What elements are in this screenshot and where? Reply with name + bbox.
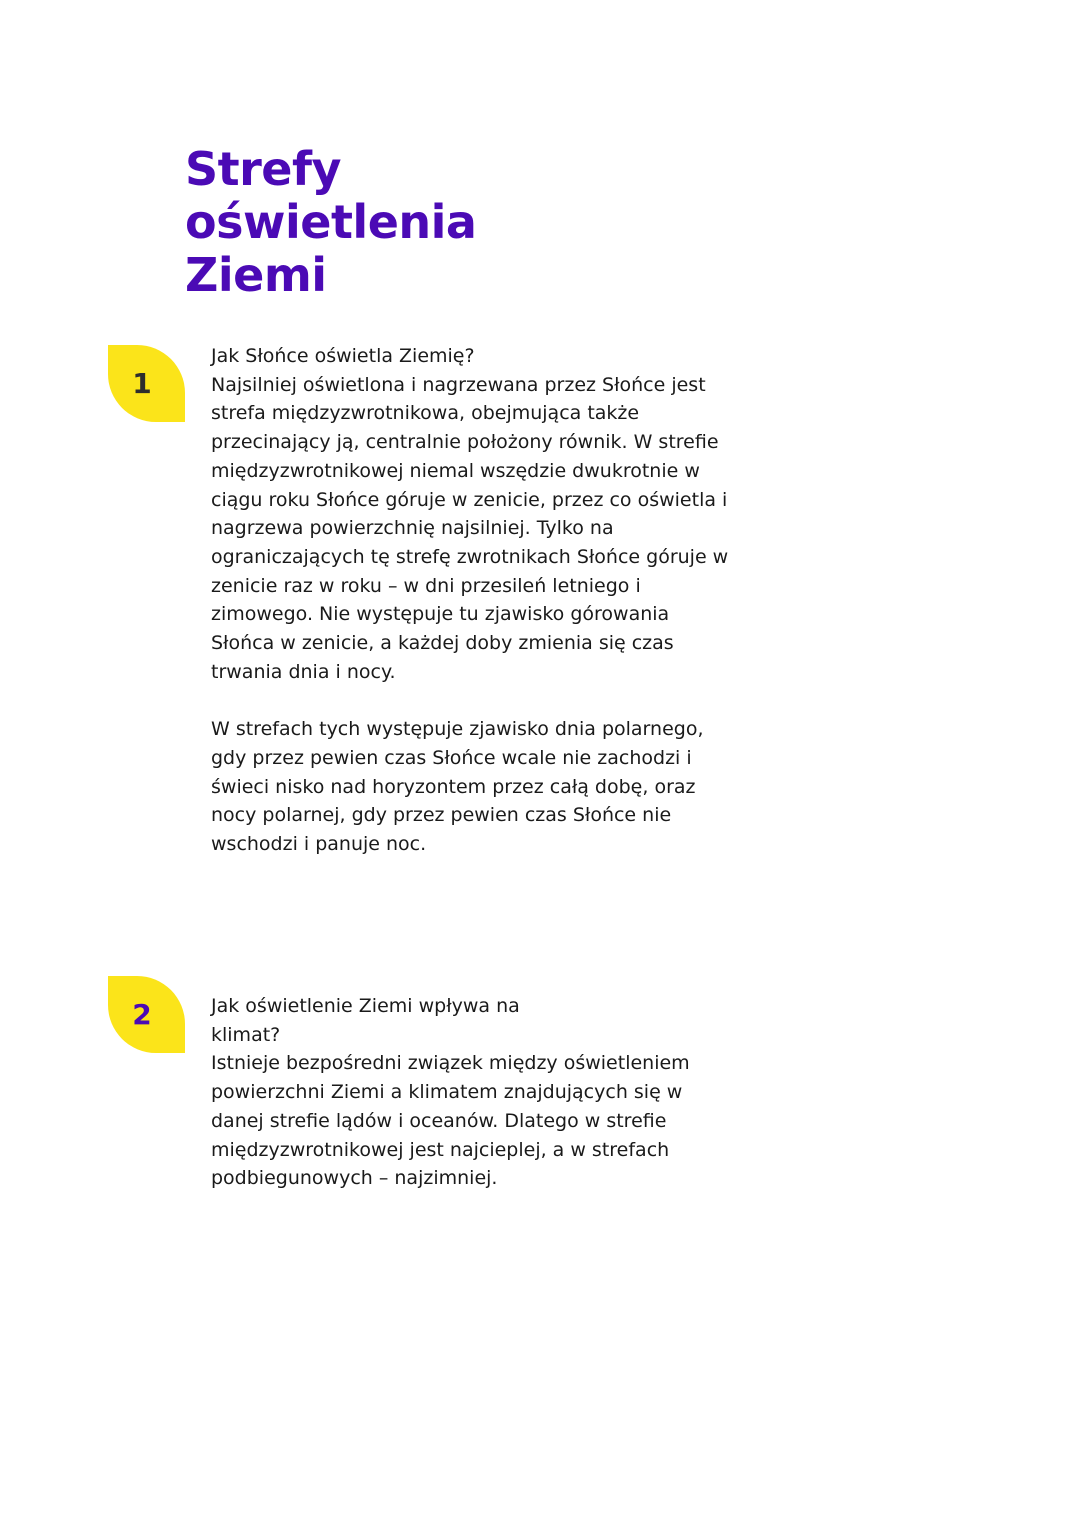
section-2-question: Jak oświetlenie Ziemi wpływa na klimat? xyxy=(211,995,520,1046)
section-1-question: Jak Słońce oświetla Ziemię? xyxy=(211,345,475,367)
section-1-number: 1 xyxy=(132,367,152,400)
title-line-3: Ziemi xyxy=(185,248,327,302)
section-1-number-badge xyxy=(108,345,185,422)
section-2-number-badge xyxy=(108,976,185,1053)
title-line-2: oświetlenia xyxy=(185,195,477,249)
section-1-paragraph-1: Najsilniej oświetlona i nagrzewana przez Słońce jest strefa międzyzwrotnikowa, obejmująca także przecinający ją, centralnie położony równik. W strefie międzyzwrotnikowej niemal wszędzie dwukrotnie w ciągu roku Słońce góruje w zenicie, przez co oświetla i nagrzewa powierzchnię najsilniej. Tylko na ograniczających tę strefę zwrotnikach Słońce góruje w zenicie raz w roku – w dni przesileń letniego i zimowego. Nie występuje tu zjawisko górowania Słońca w zenicie, a każdej doby zmienia się czas trwania dnia i nocy. xyxy=(211,373,729,683)
section-1-content xyxy=(211,342,736,859)
page-title xyxy=(185,143,476,302)
section-2-number: 2 xyxy=(132,998,152,1031)
title-line-1: Strefy xyxy=(185,142,342,196)
section-2-paragraph-1: Istnieje bezpośredni związek między oświetleniem powierzchni Ziemi a klimatem znajdujących się w danej strefie lądów i oceanów. Dlatego w strefie międzyzwrotnikowej jest najcieplej, a w strefach podbiegunowych – najzimniej. xyxy=(211,1052,690,1190)
section-2-content xyxy=(211,992,736,1193)
section-1-paragraph-2: W strefach tych występuje zjawisko dnia polarnego, gdy przez pewien czas Słońce wcale nie zachodzi i świeci nisko nad horyzontem przez całą dobę, oraz nocy polarnej, gdy przez pewien czas Słońce nie wschodzi i panuje noc. xyxy=(211,718,704,855)
